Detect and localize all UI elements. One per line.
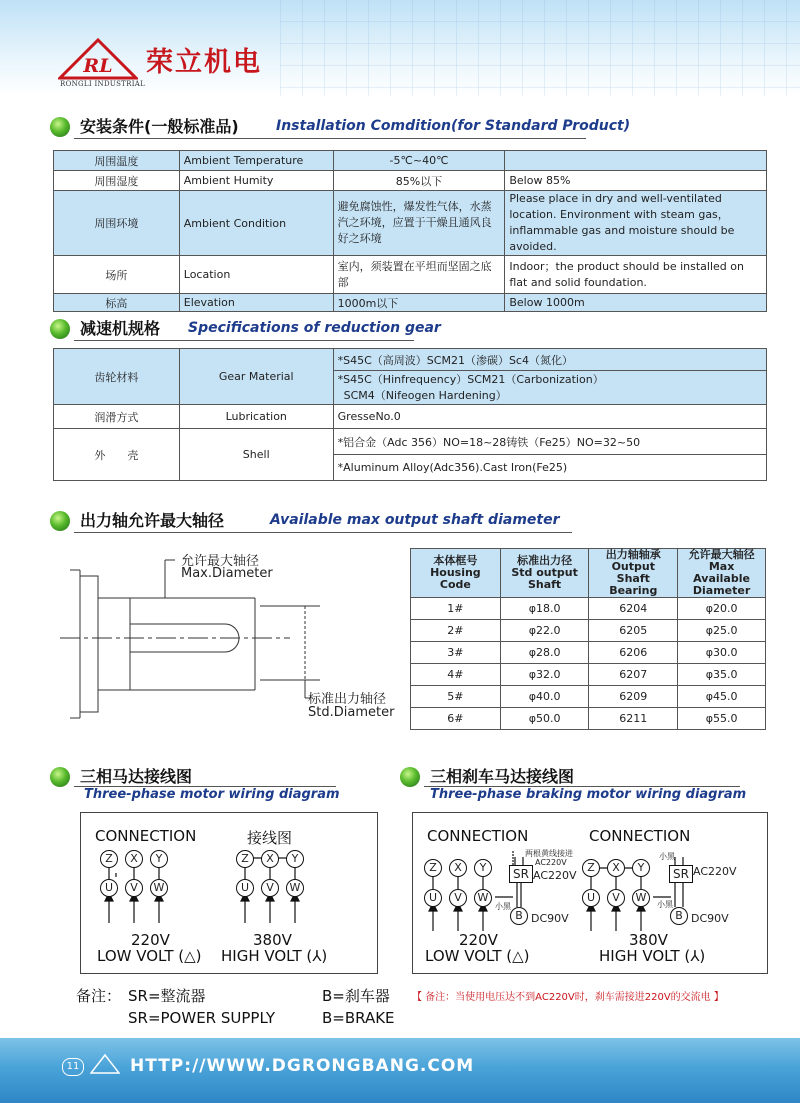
terminal-v: V [449, 889, 467, 907]
max-diameter-label-en: Max.Diameter [181, 566, 273, 581]
header-cn: 允许最大轴径 [688, 548, 755, 561]
cell: φ20.0 [678, 598, 766, 620]
section-title-cn: 三相马达接线图 [80, 767, 193, 786]
terminal-w: W [632, 889, 650, 907]
cell: 周围湿度 [54, 171, 180, 191]
cell: *Aluminum Alloy(Adc356).Cast Iron(Fe25) [333, 455, 766, 481]
connection-label: CONNECTION [95, 827, 197, 845]
cell: 齿轮材料 [54, 349, 180, 405]
header-en: Max Available Diameter [692, 560, 751, 597]
shaft-table [410, 548, 766, 730]
footer-logo-icon [90, 1053, 120, 1077]
header-cell [678, 549, 766, 598]
cell: Below 85% [505, 171, 767, 191]
brake-b: B [670, 907, 688, 925]
cell: 场所 [54, 256, 180, 294]
cell: 6211 [589, 708, 678, 730]
cell: Location [179, 256, 333, 294]
header-cn: 本体框号 [433, 554, 478, 567]
voltage-mode-label: HIGH VOLT (⅄) [221, 947, 328, 965]
cell: 3# [411, 642, 501, 664]
cell: 标高 [54, 294, 180, 312]
dc90-label: DC90V [531, 912, 569, 925]
bullet-ball-icon [50, 511, 70, 531]
rectifier-sr: SR [669, 865, 693, 883]
page-header [0, 0, 800, 96]
header-cn: 标准出力径 [517, 554, 573, 567]
cell: 6207 [589, 664, 678, 686]
terminal-v: V [607, 889, 625, 907]
bullet-ball-icon [400, 767, 420, 787]
section-motor-wiring-heading [50, 764, 370, 786]
terminal-x: X [261, 850, 279, 868]
header-cell [500, 549, 589, 598]
cell: φ35.0 [678, 664, 766, 686]
max-diameter-label-cn: 允许最大轴径 [181, 554, 260, 569]
cell: GresseNo.0 [333, 405, 766, 429]
brake-b: B [510, 907, 528, 925]
table-row [411, 686, 766, 708]
voltage-label: 380V [629, 931, 668, 949]
terminal-v: V [261, 879, 279, 897]
cell: φ32.0 [500, 664, 589, 686]
gear-material-line: SCM4（Nifeogen Hardening） [343, 388, 507, 402]
section-title-en: Available max output shaft diameter [270, 512, 560, 528]
note-b-en: B=BRAKE [322, 1009, 395, 1027]
std-diameter-label-cn: 标准出力轴径 [308, 692, 387, 707]
motor-wiring-box [80, 812, 378, 974]
svg-text:RL: RL [83, 55, 113, 77]
section-title-en: Specifications of reduction gear [188, 320, 441, 336]
cell: 85%以下 [333, 171, 505, 191]
page-footer [0, 1038, 800, 1103]
ac220-small-label: AC220V [535, 858, 567, 867]
cell: *S45C（高周波）SCM21（渗碳）Sc4（氮化） [333, 349, 766, 371]
header-cell [589, 549, 678, 598]
cell: Please place in dry and well-ventilated location. Environment with steam gas， inflammable gas and moisture should be avoided. [505, 191, 767, 256]
cell: Below 1000m [505, 294, 767, 312]
gear-spec-table [53, 348, 767, 481]
ac220-label: AC220V [693, 865, 737, 878]
bullet-ball-icon [50, 117, 70, 137]
page-number: 11 [62, 1058, 84, 1076]
cell: φ28.0 [500, 642, 589, 664]
cell: Ambient Temperature [179, 151, 333, 171]
small-black-label: 小黑 [657, 900, 673, 909]
cell: 6204 [589, 598, 678, 620]
table-row [411, 642, 766, 664]
website-link[interactable]: HTTP://WWW.DGRONGBANG.COM [130, 1056, 475, 1076]
bullet-ball-icon [50, 767, 70, 787]
cell: Shell [179, 429, 333, 481]
cell: φ40.0 [500, 686, 589, 708]
table-row [411, 620, 766, 642]
cell: 6# [411, 708, 501, 730]
section-title-en: Three-phase motor wiring diagram [84, 787, 340, 802]
cell [333, 371, 766, 405]
cell: Ambient Condition [179, 191, 333, 256]
cell: 4# [411, 664, 501, 686]
header-cell [411, 549, 501, 598]
cell: φ25.0 [678, 620, 766, 642]
terminal-y: Y [632, 859, 650, 877]
terminal-u: U [582, 889, 600, 907]
terminal-w: W [474, 889, 492, 907]
terminal-v: V [125, 879, 143, 897]
cell: 1# [411, 598, 501, 620]
cell: 1000m以下 [333, 294, 505, 312]
std-diameter-label-en: Std.Diameter [308, 705, 395, 720]
bullet-ball-icon [50, 319, 70, 339]
cell: Lubrication [179, 405, 333, 429]
voltage-mode-label: HIGH VOLT (⅄) [599, 947, 706, 965]
cell: Elevation [179, 294, 333, 312]
section-title-cn: 减速机规格 [80, 319, 161, 338]
note-sr-cn: SR=整流器 [128, 987, 206, 1005]
voltage-label: 220V [131, 931, 170, 949]
header-en: Output Shaft Bearing [609, 560, 658, 597]
divider [74, 340, 414, 341]
header-en: Housing Code [430, 566, 481, 591]
table-row [411, 708, 766, 730]
terminal-x: X [125, 850, 143, 868]
terminal-u: U [236, 879, 254, 897]
terminal-z: Z [100, 850, 118, 868]
gear-material-line: *S45C（Hinfrequency）SCM21（Carbonization） [337, 372, 604, 386]
voltage-mode-label: LOW VOLT (△) [97, 947, 202, 965]
cell: 6209 [589, 686, 678, 708]
cell: φ30.0 [678, 642, 766, 664]
note-b-cn: B=刹车器 [322, 987, 390, 1005]
cell: Indoor；the product should be installed on flat and solid foundation. [505, 256, 767, 294]
notes-prefix: 备注： [76, 987, 122, 1005]
installation-table [53, 150, 767, 312]
cell [505, 151, 767, 171]
section-installation-heading [50, 114, 750, 136]
terminal-x: X [449, 859, 467, 877]
brand-name: 荣立机电 [146, 47, 262, 78]
cell: -5℃~40℃ [333, 151, 505, 171]
cell: φ55.0 [678, 708, 766, 730]
voltage-label: 220V [459, 931, 498, 949]
terminal-z: Z [582, 859, 600, 877]
cell: 5# [411, 686, 501, 708]
terminal-u: U [424, 889, 442, 907]
brake-voltage-note: 【 备注：当使用电压达不到AC220V时，刹车需接进220V的交流电 】 [412, 992, 724, 1003]
section-title-cn: 安装条件(一般标准品) [80, 117, 239, 136]
note-sr-en: SR=POWER SUPPLY [128, 1009, 275, 1027]
cell: 2# [411, 620, 501, 642]
cell: 周围温度 [54, 151, 180, 171]
terminal-z: Z [236, 850, 254, 868]
cell: Gear Material [179, 349, 333, 405]
connection-label: CONNECTION [589, 827, 691, 845]
cell: 润滑方式 [54, 405, 180, 429]
small-black-label: 小黑 [495, 902, 511, 911]
terminal-u: U [100, 879, 118, 897]
section-brake-wiring-heading [400, 764, 780, 786]
terminal-x: X [607, 859, 625, 877]
header-en: Std output Shaft [511, 566, 578, 591]
rectifier-sr: SR [509, 865, 533, 883]
brake-wiring-box [412, 812, 768, 974]
terminal-y: Y [150, 850, 168, 868]
section-title-en: Installation Comdition(for Standard Product) [276, 118, 631, 134]
cell: *铝合金（Adc 356）NO=18~28铸铁（Fe25）NO=32~50 [333, 429, 766, 455]
terminal-z: Z [424, 859, 442, 877]
cell: 外 壳 [54, 429, 180, 481]
header-cn: 出力轴轴承 [605, 548, 661, 561]
section-shaft-heading [50, 508, 750, 530]
connection-label: CONNECTION [427, 827, 529, 845]
cell: φ50.0 [500, 708, 589, 730]
table-row [411, 664, 766, 686]
terminal-w: W [286, 879, 304, 897]
section-title-en: Three-phase braking motor wiring diagram [430, 787, 747, 802]
section-reduction-gear-heading [50, 316, 750, 338]
divider [74, 532, 572, 533]
ac220-label: AC220V [533, 869, 577, 882]
voltage-mode-label: LOW VOLT (△) [425, 947, 530, 965]
company-logo [58, 38, 138, 82]
cell: 周围环境 [54, 191, 180, 256]
section-title-cn: 出力轴允许最大轴径 [80, 511, 225, 530]
cell: φ45.0 [678, 686, 766, 708]
cell: φ22.0 [500, 620, 589, 642]
cell: φ18.0 [500, 598, 589, 620]
cell: 6206 [589, 642, 678, 664]
cell: Ambient Humity [179, 171, 333, 191]
cell: 避免腐蚀性，爆发性气体，水蒸汽之环境，应置于干燥且通风良好之环境 [333, 191, 505, 256]
dc90-label: DC90V [691, 912, 729, 925]
terminal-y: Y [286, 850, 304, 868]
section-title-cn: 三相刹车马达接线图 [430, 767, 575, 786]
terminal-y: Y [474, 859, 492, 877]
connection-label-cn: 接线图 [247, 829, 293, 847]
header-pattern [280, 0, 800, 96]
voltage-label: 380V [253, 931, 292, 949]
table-row [411, 598, 766, 620]
yellow-wire-note: 两根黄线接进 [525, 849, 573, 858]
divider [74, 138, 586, 139]
cell: 6205 [589, 620, 678, 642]
cell: 室内，须装置在平坦而坚固之底部 [333, 256, 505, 294]
small-black-label: 小黑 [659, 852, 675, 861]
brand-name-en: RONGLI INDUSTRIAL [60, 80, 146, 88]
terminal-w: W [150, 879, 168, 897]
